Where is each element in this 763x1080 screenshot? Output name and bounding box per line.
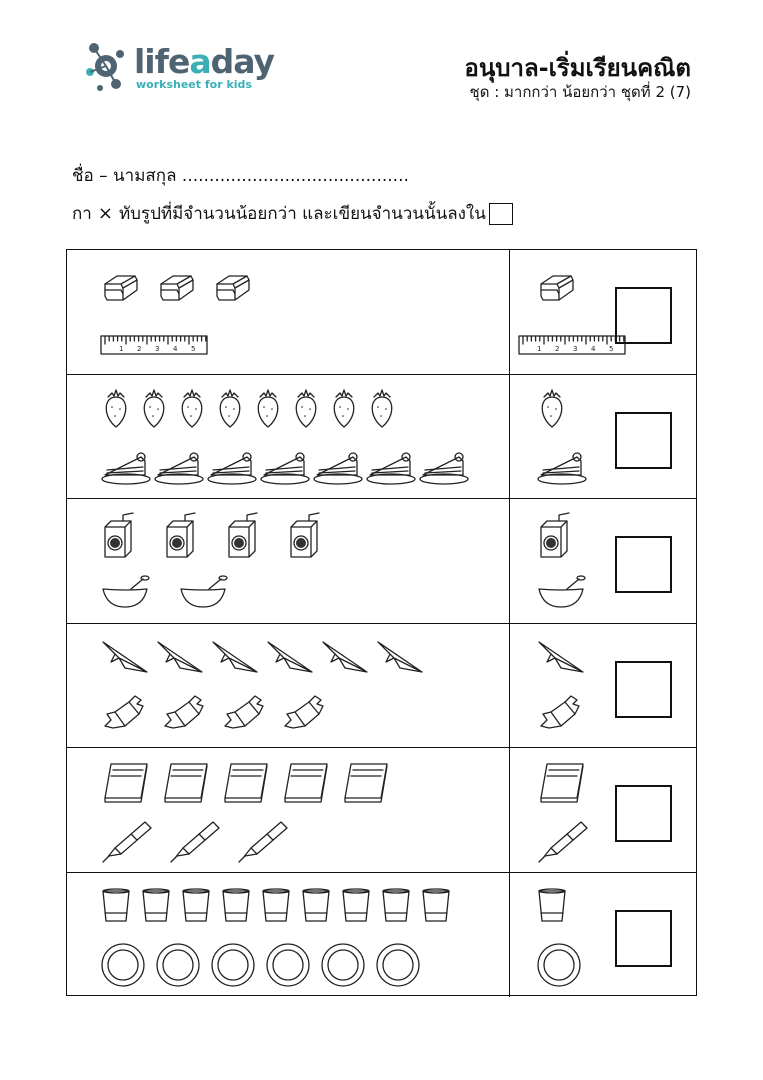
ruler-tick-label: 2 (137, 345, 142, 353)
row-illustration (67, 873, 698, 997)
row-illustration (67, 499, 698, 623)
strawberry-icon[interactable] (144, 390, 164, 427)
worksheet-subtitle: ชุด : มากกว่า น้อยกว่า ชุดที่ 2 (7) (469, 83, 691, 101)
answer-box[interactable] (615, 661, 672, 718)
juice-box-icon[interactable] (229, 513, 257, 557)
exercise-table (66, 249, 697, 996)
cake-slice-icon[interactable] (102, 453, 150, 484)
book-icon[interactable] (285, 764, 327, 802)
ruler-tick-label: 3 (573, 345, 578, 353)
ruler-tick-label: 2 (555, 345, 560, 353)
eraser-reference-icon (541, 276, 573, 300)
answer-box[interactable] (615, 536, 672, 593)
juice-box-icon[interactable] (105, 513, 133, 557)
cross-mark-icon: × (97, 203, 113, 224)
paper-plane-icon[interactable] (158, 642, 202, 672)
student-name-line: ชื่อ – นามสกุล .......................................... (72, 166, 409, 186)
cake-slice-icon[interactable] (314, 453, 362, 484)
logo-wordmark: lifeaday (134, 42, 275, 81)
cake-slice-icon[interactable] (155, 453, 203, 484)
paper-plane-icon[interactable] (378, 642, 422, 672)
instruction-text: ทับรูปที่มีจำนวนน้อยกว่า และเขียนจำนวนนั้นลงใน (118, 204, 486, 224)
strawberry-icon[interactable] (334, 390, 354, 427)
candy-reference-icon (541, 696, 579, 728)
plate-icon[interactable] (102, 944, 144, 986)
cake-slice-icon[interactable] (367, 453, 415, 484)
paper-plane-icon[interactable] (213, 642, 257, 672)
answer-box-example (489, 203, 513, 225)
cake-slice-icon[interactable] (420, 453, 468, 484)
glass-icon[interactable] (343, 889, 369, 921)
book-icon[interactable] (105, 764, 147, 802)
exercise-row (67, 873, 696, 998)
paper-plane-icon[interactable] (103, 642, 147, 672)
candy-icon[interactable] (165, 696, 203, 728)
plate-icon[interactable] (212, 944, 254, 986)
logo-tagline: worksheet for kids (136, 78, 252, 91)
strawberry-icon[interactable] (296, 390, 316, 427)
fountain-pen-icon[interactable] (103, 822, 151, 862)
book-icon[interactable] (225, 764, 267, 802)
exercise-row (67, 375, 696, 500)
strawberry-icon[interactable] (220, 390, 240, 427)
answer-box[interactable] (615, 287, 672, 344)
plate-icon[interactable] (157, 944, 199, 986)
glass-icon[interactable] (263, 889, 289, 921)
book-icon[interactable] (165, 764, 207, 802)
answer-box[interactable] (615, 910, 672, 967)
plate-icon[interactable] (267, 944, 309, 986)
exercise-row (67, 250, 696, 375)
worksheet-title: อนุบาล-เริ่มเรียนคณิต (464, 54, 691, 82)
glass-icon[interactable] (103, 889, 129, 921)
candy-icon[interactable] (105, 696, 143, 728)
row-illustration (67, 375, 698, 499)
answer-box[interactable] (615, 412, 672, 469)
eraser-icon[interactable] (161, 276, 193, 300)
ruler-tick-label: 5 (609, 345, 614, 353)
plate-icon[interactable] (322, 944, 364, 986)
strawberry-icon[interactable] (372, 390, 392, 427)
strawberry-icon[interactable] (106, 390, 126, 427)
ruler-tick-label: 4 (591, 345, 596, 353)
row-illustration (67, 624, 698, 748)
eraser-icon[interactable] (105, 276, 137, 300)
glass-icon[interactable] (143, 889, 169, 921)
ruler-tick-label: 4 (173, 345, 178, 353)
ruler-reference-icon (519, 336, 625, 354)
ruler-tick-label: 5 (191, 345, 196, 353)
juice-box-icon[interactable] (291, 513, 319, 557)
candy-icon[interactable] (285, 696, 323, 728)
lifeaday-logo (82, 40, 282, 100)
molecule-logo-icon (82, 40, 134, 100)
exercise-row (67, 748, 696, 873)
instruction-prefix: กา (72, 204, 92, 224)
paper-plane-icon[interactable] (268, 642, 312, 672)
fountain-pen-icon[interactable] (171, 822, 219, 862)
glass-reference-icon (539, 889, 565, 921)
fountain-pen-icon[interactable] (239, 822, 287, 862)
glass-icon[interactable] (303, 889, 329, 921)
strawberry-icon[interactable] (258, 390, 278, 427)
juice-box-reference-icon (541, 513, 569, 557)
paper-plane-reference-icon (539, 642, 583, 672)
bowl-icon[interactable] (181, 576, 227, 607)
paper-plane-icon[interactable] (323, 642, 367, 672)
cake-slice-icon[interactable] (208, 453, 256, 484)
strawberry-reference-icon (542, 390, 562, 427)
glass-icon[interactable] (383, 889, 409, 921)
juice-box-icon[interactable] (167, 513, 195, 557)
cake-slice-icon[interactable] (261, 453, 309, 484)
ruler-tick-label: 3 (155, 345, 160, 353)
glass-icon[interactable] (423, 889, 449, 921)
ruler-tick-label: 1 (537, 345, 542, 353)
glass-icon[interactable] (183, 889, 209, 921)
bowl-reference-icon (539, 576, 585, 607)
cake-slice-reference-icon (538, 453, 586, 484)
eraser-icon[interactable] (217, 276, 249, 300)
strawberry-icon[interactable] (182, 390, 202, 427)
exercise-row (67, 624, 696, 749)
row-illustration (67, 748, 698, 872)
exercise-row (67, 499, 696, 624)
candy-icon[interactable] (225, 696, 263, 728)
ruler-tick-label: 1 (119, 345, 124, 353)
plate-reference-icon (538, 944, 580, 986)
row-illustration (67, 250, 698, 374)
book-icon[interactable] (345, 764, 387, 802)
answer-box[interactable] (615, 785, 672, 842)
bowl-icon[interactable] (103, 576, 149, 607)
glass-icon[interactable] (223, 889, 249, 921)
fountain-pen-reference-icon (539, 822, 587, 862)
book-reference-icon (541, 764, 583, 802)
ruler-icon[interactable] (101, 336, 207, 354)
plate-icon[interactable] (377, 944, 419, 986)
instruction-line (72, 200, 513, 227)
